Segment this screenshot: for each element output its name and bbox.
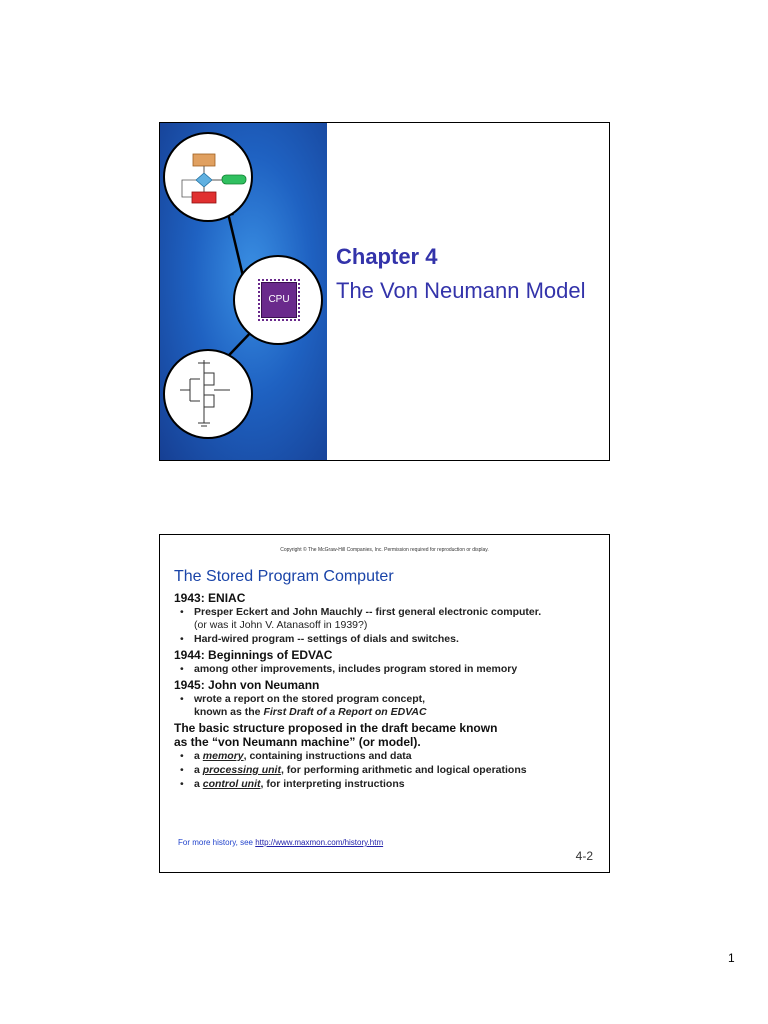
term-processing-unit: processing unit xyxy=(202,764,281,776)
flowchart-terminal-icon xyxy=(222,175,246,184)
chapter-subtitle: The Von Neumann Model xyxy=(336,278,586,303)
list-item: • a processing unit, for performing arithmetic and logical operations xyxy=(194,764,599,777)
flowchart-process-icon xyxy=(193,154,215,166)
list-components xyxy=(174,750,599,791)
term-memory: memory xyxy=(202,750,244,762)
slide-body xyxy=(174,591,599,792)
content-slide xyxy=(159,534,610,873)
heading-1943: 1943: ENIAC xyxy=(174,591,246,605)
bullet-text: wrote a report on the stored program concept, xyxy=(194,693,426,705)
title-slide xyxy=(159,122,610,461)
basic-structure-line-2: as the “von Neumann machine” (or model). xyxy=(174,735,421,749)
illustration-panel xyxy=(160,123,327,460)
list-item xyxy=(194,606,599,632)
heading-1944: 1944: Beginnings of EDVAC xyxy=(174,648,333,662)
list-1943 xyxy=(174,606,599,646)
bullet-text: among other improvements, includes program stored in memory xyxy=(194,663,518,675)
basic-structure-line-1: The basic structure proposed in the draft became known xyxy=(174,721,498,735)
copyright-notice: Copyright © The McGraw-Hill Companies, Inc. Permission required for reproduction or display. xyxy=(280,547,489,553)
chapter-title: Chapter 4 xyxy=(336,244,438,269)
page-number: 1 xyxy=(728,951,735,965)
title-block xyxy=(336,244,596,306)
list-item xyxy=(194,633,599,646)
more-history-note: For more history, see http://www.maxmon.com/history.htm xyxy=(178,838,384,847)
bullet-text: Hard-wired program -- settings of dials and switches. xyxy=(194,633,459,645)
list-1945 xyxy=(174,693,599,719)
term-control-unit: control unit xyxy=(202,778,261,790)
bullet-continuation: (or was it John V. Atanasoff in 1939?) xyxy=(194,619,368,631)
abstraction-illustration xyxy=(160,123,327,460)
slide-number: 4-2 xyxy=(575,849,593,863)
bullet-continuation: known as the First Draft of a Report on EDVAC xyxy=(194,706,427,718)
history-link[interactable]: http://www.maxmon.com/history.htm xyxy=(255,838,384,847)
heading-1945: 1945: John von Neumann xyxy=(174,678,320,692)
list-item: • a control unit, for interpreting instructions xyxy=(194,778,599,791)
cpu-chip-icon: CPU xyxy=(261,282,297,318)
bullet-text: Presper Eckert and John Mauchly -- first general electronic computer. xyxy=(194,606,542,618)
list-item xyxy=(194,663,599,676)
report-title: First Draft of a Report on EDVAC xyxy=(263,706,427,718)
slide-title: The Stored Program Computer xyxy=(174,568,394,585)
list-item xyxy=(194,693,599,719)
list-1944 xyxy=(174,663,599,676)
flowchart-output-icon xyxy=(192,192,216,203)
list-item: • a memory, containing instructions and data xyxy=(194,750,599,763)
